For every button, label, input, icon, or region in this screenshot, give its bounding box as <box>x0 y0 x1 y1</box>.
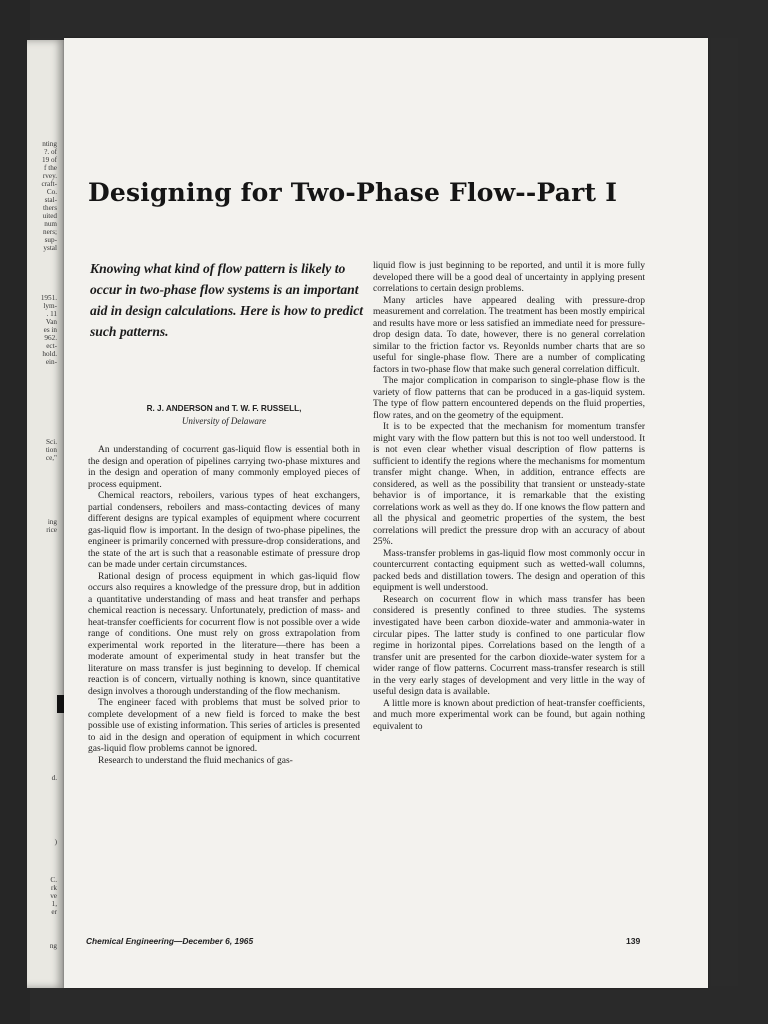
margin-fragment-line: nting <box>42 140 57 148</box>
margin-fragment-line: ) <box>54 838 57 846</box>
article-page <box>64 38 708 988</box>
margin-fragment-line: lym- <box>43 302 57 310</box>
paragraph: Many articles have appeared dealing with pressure-drop measurement and correlation. The treatment has been mostly empirical and results have more or less satisfied an immediate need for pressure-drop design data. To date, however, there is no general correlation similar to the friction factor vs. Reyonlds number charts that are so useful for single-phase flow. There are a number of complicating factors in two-phase flow that make such general correlation difficult. <box>373 294 645 375</box>
margin-fragment-line: Van <box>45 318 57 326</box>
margin-fragment-line: uited <box>42 212 57 220</box>
page-number: 139 <box>626 936 641 946</box>
right-column <box>373 260 645 732</box>
left-column <box>88 444 360 766</box>
paragraph: The major complication in comparison to single-phase flow is the variety of flow patterns that can be produced in a gas-liquid system. The type of flow pattern encountered depends on the fluid properties, flow rates, and on the geometry of the equipment. <box>373 375 645 421</box>
paragraph: An understanding of cocurrent gas-liquid flow is essential both in the design and operation of pipelines carrying two-phase mixtures and in the design and operation of many commonly employed pieces of process equipment. <box>88 444 360 490</box>
margin-fragment-line: rice <box>46 526 57 534</box>
margin-fragment-line: craft- <box>41 180 57 188</box>
scanner-background-bottom <box>0 986 768 1024</box>
scanner-background-top <box>0 0 768 38</box>
margin-fragment-line: er <box>51 908 57 916</box>
journal-footer: Chemical Engineering—December 6, 1965 <box>86 936 254 946</box>
margin-fragment-line: Co. <box>46 188 57 196</box>
scanner-background-left <box>0 0 30 1024</box>
margin-fragment-line: thers <box>43 204 57 212</box>
article-title: Designing for Two-Phase Flow--Part I <box>88 178 618 207</box>
margin-fragment-block <box>27 518 61 534</box>
paragraph: Research on cocurrent flow in which mass transfer has been considered is presently confined to three studies. The systems investigated have been carbon dioxide-water and ammonia-water in circular pipes. The latter study is confined to one particular flow regime in horizontal pipes. Correlations based on the length of a transfer unit are presented for the carbon dioxide-water system for a wider range of flow patterns. Cocurrent mass-transfer research is still in the very early stages of development and very little in the way of useful design data is available. <box>373 593 645 698</box>
margin-fragment-line: ystal <box>43 244 57 252</box>
margin-fragment-block <box>27 140 61 252</box>
margin-fragment-line: Sci. <box>46 438 57 446</box>
margin-fragment-block <box>27 774 61 782</box>
article-intro: Knowing what kind of flow pattern is likely to occur in two-phase flow systems is an important aid in design calculations. Here is how to predict such patterns. <box>90 261 364 339</box>
paragraph: The engineer faced with problems that must be solved prior to complete development of a new field is forced to make the best possible use of existing information. This series of articles is presented to aid in the design and operation of equipment in which cocurrent gas-liquid flow problems cannot be ignored. <box>88 697 360 755</box>
paragraph: Chemical reactors, reboilers, various types of heat exchangers, partial condensers, reboilers and mass-contacting devices of many different designs are typical examples of equipment where cocurrent gas-liquid flow is important. In the design of two-phase pipelines, the engineer is primarily concerned with pressure-drop considerations, and the state of the art is such that a reasonable estimate of pressure drop can be made under certain circumstances. <box>88 490 360 571</box>
paragraph: Rational design of process equipment in which gas-liquid flow occurs also requires a knowledge of the pressure drop, but in addition a quantitative understanding of mass and heat transfer and perhaps chemical reaction is necessary. Unfortunately, prediction of mass- and heat-transfer coefficients for cocurrent flow is not possible over a wide range of conditions. One must rely on gross extrapolation from experimental work reported in the literature—there has been a moderate amount of experimental study in heat transfer but the literature on mass transfer is just beginning to develop. If chemical reaction is of concern, virtually nothing is known, since quantitative design involves a thorough understanding of the flow mechanism. <box>88 570 360 697</box>
paragraph: Research to understand the fluid mechanics of gas- <box>98 754 293 766</box>
paragraph: liquid flow is just beginning to be reported, and until it is more fully developed there will be a good deal of uncertainty in applying present correlations to certain design problems. <box>373 260 645 295</box>
margin-fragment-line: hold. <box>42 350 57 358</box>
margin-fragment-line: d. <box>51 774 57 782</box>
margin-fragment-line: C. <box>50 876 57 884</box>
margin-fragment-line: ce," <box>45 454 57 462</box>
margin-fragment-block <box>27 438 61 462</box>
paragraph: It is to be expected that the mechanism for momentum transfer might vary with the flow pattern but this is not too well understood. It is not even clear whether visual description of flow patterns is sufficient to identify the regions where the mechanisms for momentum transfer might change. When, in addition, entrance effects are considered, as well as the possibility that transient or unsteady-state behavior is of importance, it is remarkable that the existing correlations work as well as they do. If one knows the flow pattern and all the physical and geometric properties of the system, the best correlations will predict the pressure drop with an accuracy of about 25%. <box>373 421 645 548</box>
margin-fragment-line: tion <box>45 446 57 454</box>
margin-fragment-line: 1, <box>51 900 57 908</box>
margin-fragment-line: ein- <box>45 358 57 366</box>
margin-fragment-line: ng <box>49 942 57 950</box>
margin-fragment-line: ing <box>47 518 57 526</box>
margin-fragment-line: rvey. <box>42 172 57 180</box>
margin-fragment-line: stal- <box>44 196 57 204</box>
margin-fragment-line: ?. of <box>44 148 57 156</box>
scanner-background-right <box>738 0 768 1024</box>
author-affiliation: University of Delaware <box>181 416 267 426</box>
previous-page-edge <box>27 40 65 988</box>
author-names: R. J. ANDERSON and T. W. F. RUSSELL, <box>146 404 302 413</box>
margin-fragment-line: rk <box>51 884 57 892</box>
margin-fragment-line: ners; <box>43 228 57 236</box>
paragraph: A little more is known about prediction of heat-transfer coefficients, and much more experimental work can be found, but again nothing equivalent to <box>373 697 645 732</box>
margin-fragment-line: sup- <box>44 236 57 244</box>
margin-fragment-line: ect- <box>46 342 57 350</box>
margin-fragment-line: . 11 <box>46 310 57 318</box>
margin-fragment-line: 19 of <box>42 156 57 164</box>
margin-fragment-block <box>27 942 61 950</box>
margin-fragment-line: ve <box>50 892 57 900</box>
margin-fragment-block <box>27 294 61 366</box>
paragraph: Mass-transfer problems in gas-liquid flow most commonly occur in countercurrent contacting equipment such as wetted-wall columns, packed beds and distillation towers. The design and operation of this equipment is well understood. <box>373 547 645 594</box>
margin-fragment-block <box>27 838 61 846</box>
margin-fragment-line: 962. <box>44 334 57 342</box>
margin-fragment-line: f the <box>44 164 57 172</box>
author-block <box>88 404 360 426</box>
margin-fragment-line: num <box>44 220 57 228</box>
margin-fragment-block <box>27 876 61 916</box>
margin-fragment-line: es in <box>43 326 57 334</box>
margin-fragment-line: 1951. <box>40 294 57 302</box>
